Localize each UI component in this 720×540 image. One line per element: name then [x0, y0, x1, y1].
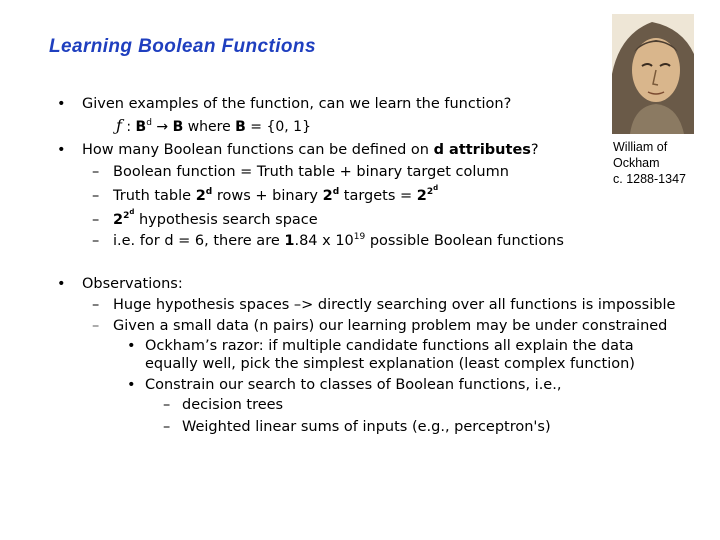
- formula-f: ƒ: [116, 116, 122, 135]
- dash-marker: –: [92, 233, 100, 249]
- formula-arrow: →: [151, 119, 173, 135]
- text: .84 x 10: [294, 233, 354, 249]
- item-decision-trees: decision trees: [182, 397, 284, 413]
- math: 2: [416, 188, 427, 204]
- item-truth-table-rows: [113, 184, 439, 205]
- formula-where: where: [183, 119, 236, 135]
- math-exp-base: 2: [123, 211, 130, 221]
- math-exp-exp: d: [433, 184, 439, 192]
- math: 2: [322, 188, 333, 204]
- bullet-observations: Observations:: [82, 276, 183, 292]
- math: 2: [195, 188, 206, 204]
- math-exp: d: [332, 187, 340, 197]
- item-ockham-razor: Ockham’s razor: if multiple candidate functions all explain the data: [145, 338, 634, 354]
- formula-eq: = {0, 1}: [245, 119, 311, 135]
- caption-line-3: c. 1288-1347: [613, 172, 686, 186]
- text: How many Boolean functions can be defined on: [82, 142, 434, 158]
- item-constrain-search: Constrain our search to classes of Boolean functions, i.e.,: [145, 377, 562, 393]
- formula-exp-d: d: [146, 118, 152, 128]
- function-formula: [116, 116, 311, 135]
- bullet-marker: •: [57, 276, 66, 292]
- text: ?: [530, 142, 539, 158]
- math-exp-exp: d: [129, 208, 135, 216]
- item-ockham-razor-cont: equally well, pick the simplest explanation (least complex function): [145, 356, 635, 372]
- bullet-how-many: [82, 141, 539, 159]
- math-exp: d: [205, 187, 213, 197]
- text: 1: [284, 233, 295, 249]
- formula-b: B: [135, 119, 147, 135]
- bullet-marker: •: [57, 96, 66, 112]
- formula-b2: B: [172, 119, 184, 135]
- text: hypothesis search space: [134, 212, 318, 228]
- text: Truth table: [113, 188, 196, 204]
- item-huge-spaces: Huge hypothesis spaces –> directly searching over all functions is impossible: [113, 297, 676, 313]
- caption-line-2: Ockham: [613, 156, 660, 170]
- text: rows + binary: [212, 188, 323, 204]
- slide-title: Learning Boolean Functions: [49, 36, 316, 57]
- dash-marker: –: [92, 297, 100, 313]
- formula-colon: :: [121, 119, 136, 135]
- bullet-marker: •: [127, 338, 136, 354]
- item-example-count: [113, 232, 564, 250]
- dash-marker: –: [163, 419, 171, 435]
- exp: 19: [353, 232, 366, 242]
- dash-marker: –: [92, 318, 100, 334]
- dash-marker: –: [163, 397, 171, 413]
- math-exp: [123, 208, 135, 221]
- dash-marker: –: [92, 164, 100, 180]
- item-weighted-sums: Weighted linear sums of inputs (e.g., perceptron's): [182, 419, 551, 435]
- math: 2: [113, 212, 124, 228]
- item-small-data: Given a small data (n pairs) our learning problem may be under constrained: [113, 318, 668, 334]
- portrait-drawing: [612, 14, 694, 134]
- bullet-marker: •: [127, 377, 136, 393]
- dash-marker: –: [92, 212, 100, 228]
- portrait-caption: [613, 139, 713, 187]
- math-exp-base: 2: [426, 187, 434, 197]
- text: i.e. for d = 6, there are: [113, 233, 285, 249]
- formula-b3: B: [235, 119, 246, 135]
- bullet-given-examples: Given examples of the function, can we learn the function?: [82, 96, 512, 112]
- bullet-marker: •: [57, 142, 66, 158]
- text: targets =: [339, 188, 417, 204]
- item-search-space: [113, 208, 318, 229]
- d-attributes: d attributes: [433, 142, 531, 158]
- math-exp: [426, 184, 439, 197]
- ockham-portrait: [612, 14, 694, 134]
- text: possible Boolean functions: [365, 233, 564, 249]
- caption-line-1: William of: [613, 140, 668, 154]
- dash-marker: –: [92, 188, 100, 204]
- item-truth-table-def: Boolean function = Truth table + binary target column: [113, 164, 509, 180]
